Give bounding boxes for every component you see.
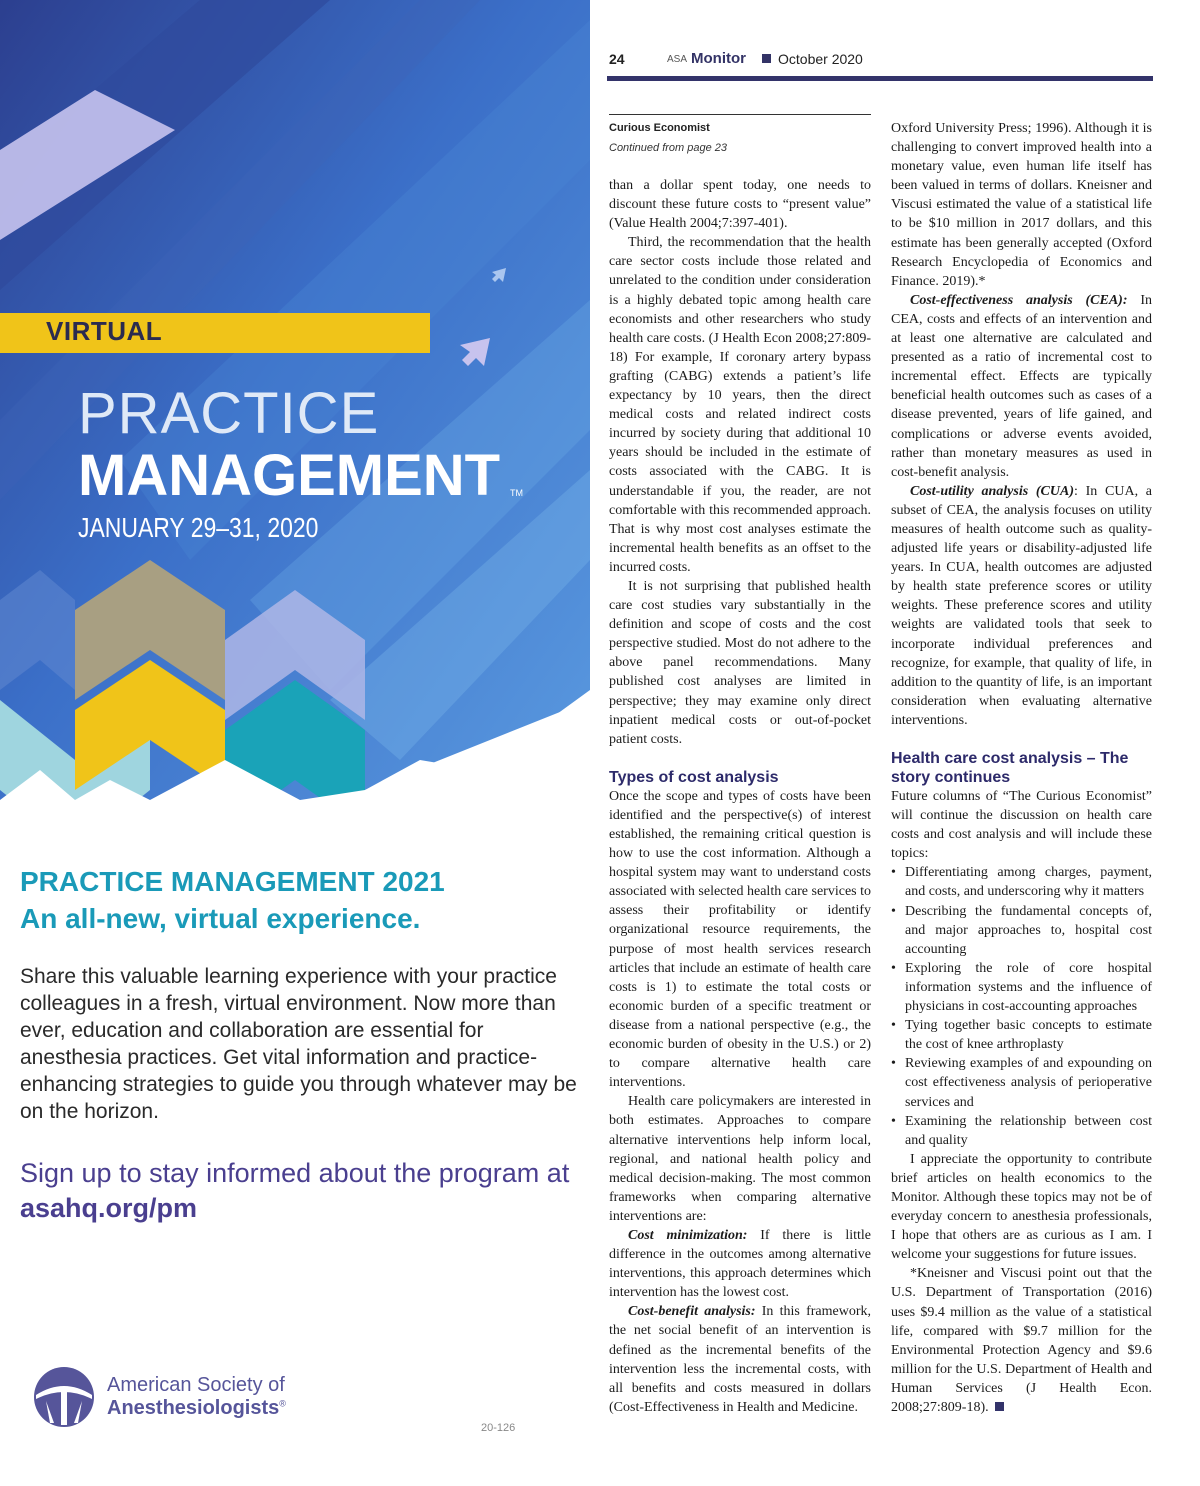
list-item: • Differentiating among charges, payment, and costs, and underscoring why it matters	[905, 863, 1152, 901]
list-item: • Reviewing examples of and expounding on cost effectiveness analysis of perioperative services and	[905, 1054, 1152, 1111]
paragraph: Oxford University Press; 1996). Although it is challenging to convert improved health into a monetary value, even human life itself has been valued in terms of dollars. Kneisner and Viscusi estimated the value of a statistical life to be $10 million in 2017 dollars, and this estimate has been generally accepted (Oxford Research Encyclopedia of Economics and Finance. 2019).*	[891, 121, 1152, 289]
footnote-text: *Kneisner and Viscusi point out that the U.S. Department of Transportation (2016) uses $9.4 million as the value of a statistical life, compared with $9.7 million for the Environmental Protection Agency and $9.6 million for the U.S. Department of Health and Human Services (J Health Econ. 2008;27:809-18).	[891, 1266, 1152, 1415]
header-square-icon	[762, 54, 771, 63]
ad-signup-text	[20, 1156, 580, 1226]
section-heading: Types of cost analysis	[609, 768, 779, 786]
publication-asa: ASA	[667, 54, 688, 65]
signup-link[interactable]: asahq.org/pm	[20, 1193, 198, 1223]
paragraph: I appreciate the opportunity to contribute brief articles on health economics to the Monitor. Although these topics may not be of everyday concern to anesthesia professionals, I hope that others are as curious as I am. I welcome your suggestions for future issues.	[891, 1151, 1152, 1263]
term-definition: In CEA, costs and effects of an intervention and at least one alternative are calculated and presented as a ratio of incremental cost to incremental effect. Effects are typically beneficial health outcomes such as cases of a disease prevented, years of life gained, and complications or adverse events avoided, rather than monetary measures as used in cost-benefit analysis.	[891, 292, 1152, 480]
list-item: • Describing the fundamental concepts of, and major approaches to, hospital cost accounting	[905, 902, 1152, 959]
paragraph: Future columns of “The Curious Economist” will continue the discussion on health care costs and cost analysis and will include these topics:	[891, 789, 1152, 862]
footnote	[891, 1264, 1152, 1417]
list-item: • Tying together basic concepts to estimate the cost of knee arthroplasty	[905, 1016, 1152, 1054]
paragraph	[609, 1302, 871, 1417]
practice-management-ad	[0, 0, 590, 1486]
issue-date: October 2020	[778, 51, 863, 67]
paragraph	[609, 1226, 871, 1302]
term: Cost minimization:	[628, 1227, 748, 1243]
kicker-rule	[609, 114, 871, 115]
paragraph: It is not surprising that published health care cost studies vary substantially in the definition and scope of costs and the cost perspective studied. Most do not adhere to the above panel recommendations. Many published cost analyses are limited in perspective; they may examine only direct inpatient medical costs or out-of-pocket patient costs.	[609, 578, 871, 747]
end-mark-icon	[995, 1402, 1004, 1411]
ad-subheadline: An all-new, virtual experience.	[20, 903, 421, 934]
org-registered-mark: ®	[279, 1398, 286, 1409]
page-number: 24	[609, 51, 625, 67]
virtual-label: VIRTUAL	[46, 316, 163, 346]
signup-prompt: Sign up to stay informed about the program at	[20, 1158, 570, 1188]
org-name-line2	[107, 1397, 286, 1420]
org-name-line1: American Society of	[107, 1374, 285, 1396]
term-definition: In this framework, the net social benefit of an intervention is defined as the incremental benefits of the intervention less the incremental costs, with all benefits and costs measured in dollars (Cost-Effectiveness in Health and Medicine.	[609, 1304, 871, 1415]
org-name-text: Anesthesiologists	[107, 1397, 280, 1419]
ad-code: 20-126	[481, 1422, 516, 1434]
term-definition: If there is little difference in the outcomes among alternative interventions, this approach determines which intervention has the lowest cost.	[609, 1227, 871, 1301]
article-column-2	[891, 119, 1152, 1417]
hero-title-line2: MANAGEMENT	[78, 443, 501, 508]
term: Cost-utility analysis (CUA)	[910, 483, 1075, 499]
term: Cost-benefit analysis:	[628, 1304, 756, 1320]
paragraph	[891, 291, 1152, 482]
paragraph: Once the scope and types of costs have been identified and the perspective(s) of interest established, the remaining critical question is how to use the cost information. Although a hospital system may want to understand costs associated with selected health care services to assess their profitability or identify organizational resource requirements, the purpose of most health services research articles that include an estimate of health care costs is 1) to estimate the total costs or economic burden of a specific treatment or disease from a national perspective (e.g., the economic burden of obesity in the U.S.) or 2) to compare alternative health care interventions.	[609, 788, 871, 1091]
hero-event-date: JANUARY 29–31, 2020	[78, 512, 319, 543]
paragraph: than a dollar spent today, one needs to discount these future costs to “present value” (Value Health 2004;7:397-401).	[609, 178, 871, 232]
paragraph: Health care policymakers are interested in both estimates. Approaches to compare alternative interventions help inform local, regional, and national health policy and medical decision-making. The most common frameworks when comparing alternative interventions are:	[609, 1094, 871, 1224]
term-definition: : In CUA, a subset of CEA, the analysis focuses on utility measures of health outcome such as quality-adjusted life years or disability-adjusted life years. In CUA, health outcomes are adjusted by health state preference scores or utility weights. These preference scores and utility weights are validated tools that seek to incorporate individual preferences and recognize, for example, that quality of life, in addition to the quantity of life, is an important consideration when evaluating alternative interventions.	[891, 483, 1152, 728]
asa-logo-icon	[32, 1365, 96, 1429]
section-heading: Health care cost analysis – The story continues	[891, 750, 1129, 786]
continued-note: Continued from page 23	[609, 142, 728, 154]
paragraph	[891, 482, 1152, 730]
publication-name: Monitor	[691, 50, 746, 67]
list-item: • Examining the relationship between cost and quality	[905, 1112, 1152, 1150]
hero-title-line1: PRACTICE	[78, 381, 380, 446]
header-rule	[607, 76, 1153, 81]
paragraph: Third, the recommendation that the health care sector costs include those related and unrelated to the condition under consideration is a highly debated topic among health care economists and other researchers who study health care costs. (J Health Econ 2008;27:809-18) For example, If coronary artery bypass grafting (CABG) extends a patient’s life expectancy by 10 years, then the direct medical costs and related indirect costs incurred by society during that additional 10 years should be included in the estimate of costs associated with the CABG. It is understandable if you, the reader, are not comfortable with this recommended approach. That is why most cost analyses estimate the incremental health benefits as an offset to the incurred costs.	[609, 235, 871, 575]
trademark-mark: TM	[510, 488, 523, 498]
ad-headline: PRACTICE MANAGEMENT 2021	[20, 866, 445, 897]
ad-body-text: Share this valuable learning experience with your practice colleagues in a fresh, virtual environment. Now more than ever, education and collaboration are essential for anesthesia practices. Get vital information and practice-enhancing strategies to guide you through whatever may be on the horizon.	[20, 965, 577, 1123]
column-kicker: Curious Economist	[609, 122, 710, 134]
term: Cost-effectiveness analysis (CEA):	[910, 292, 1128, 308]
topic-list	[891, 863, 1152, 1149]
list-item: • Exploring the role of core hospital information systems and the influence of physicians in cost-accounting approaches	[905, 959, 1152, 1016]
article-column-1	[609, 176, 871, 1417]
